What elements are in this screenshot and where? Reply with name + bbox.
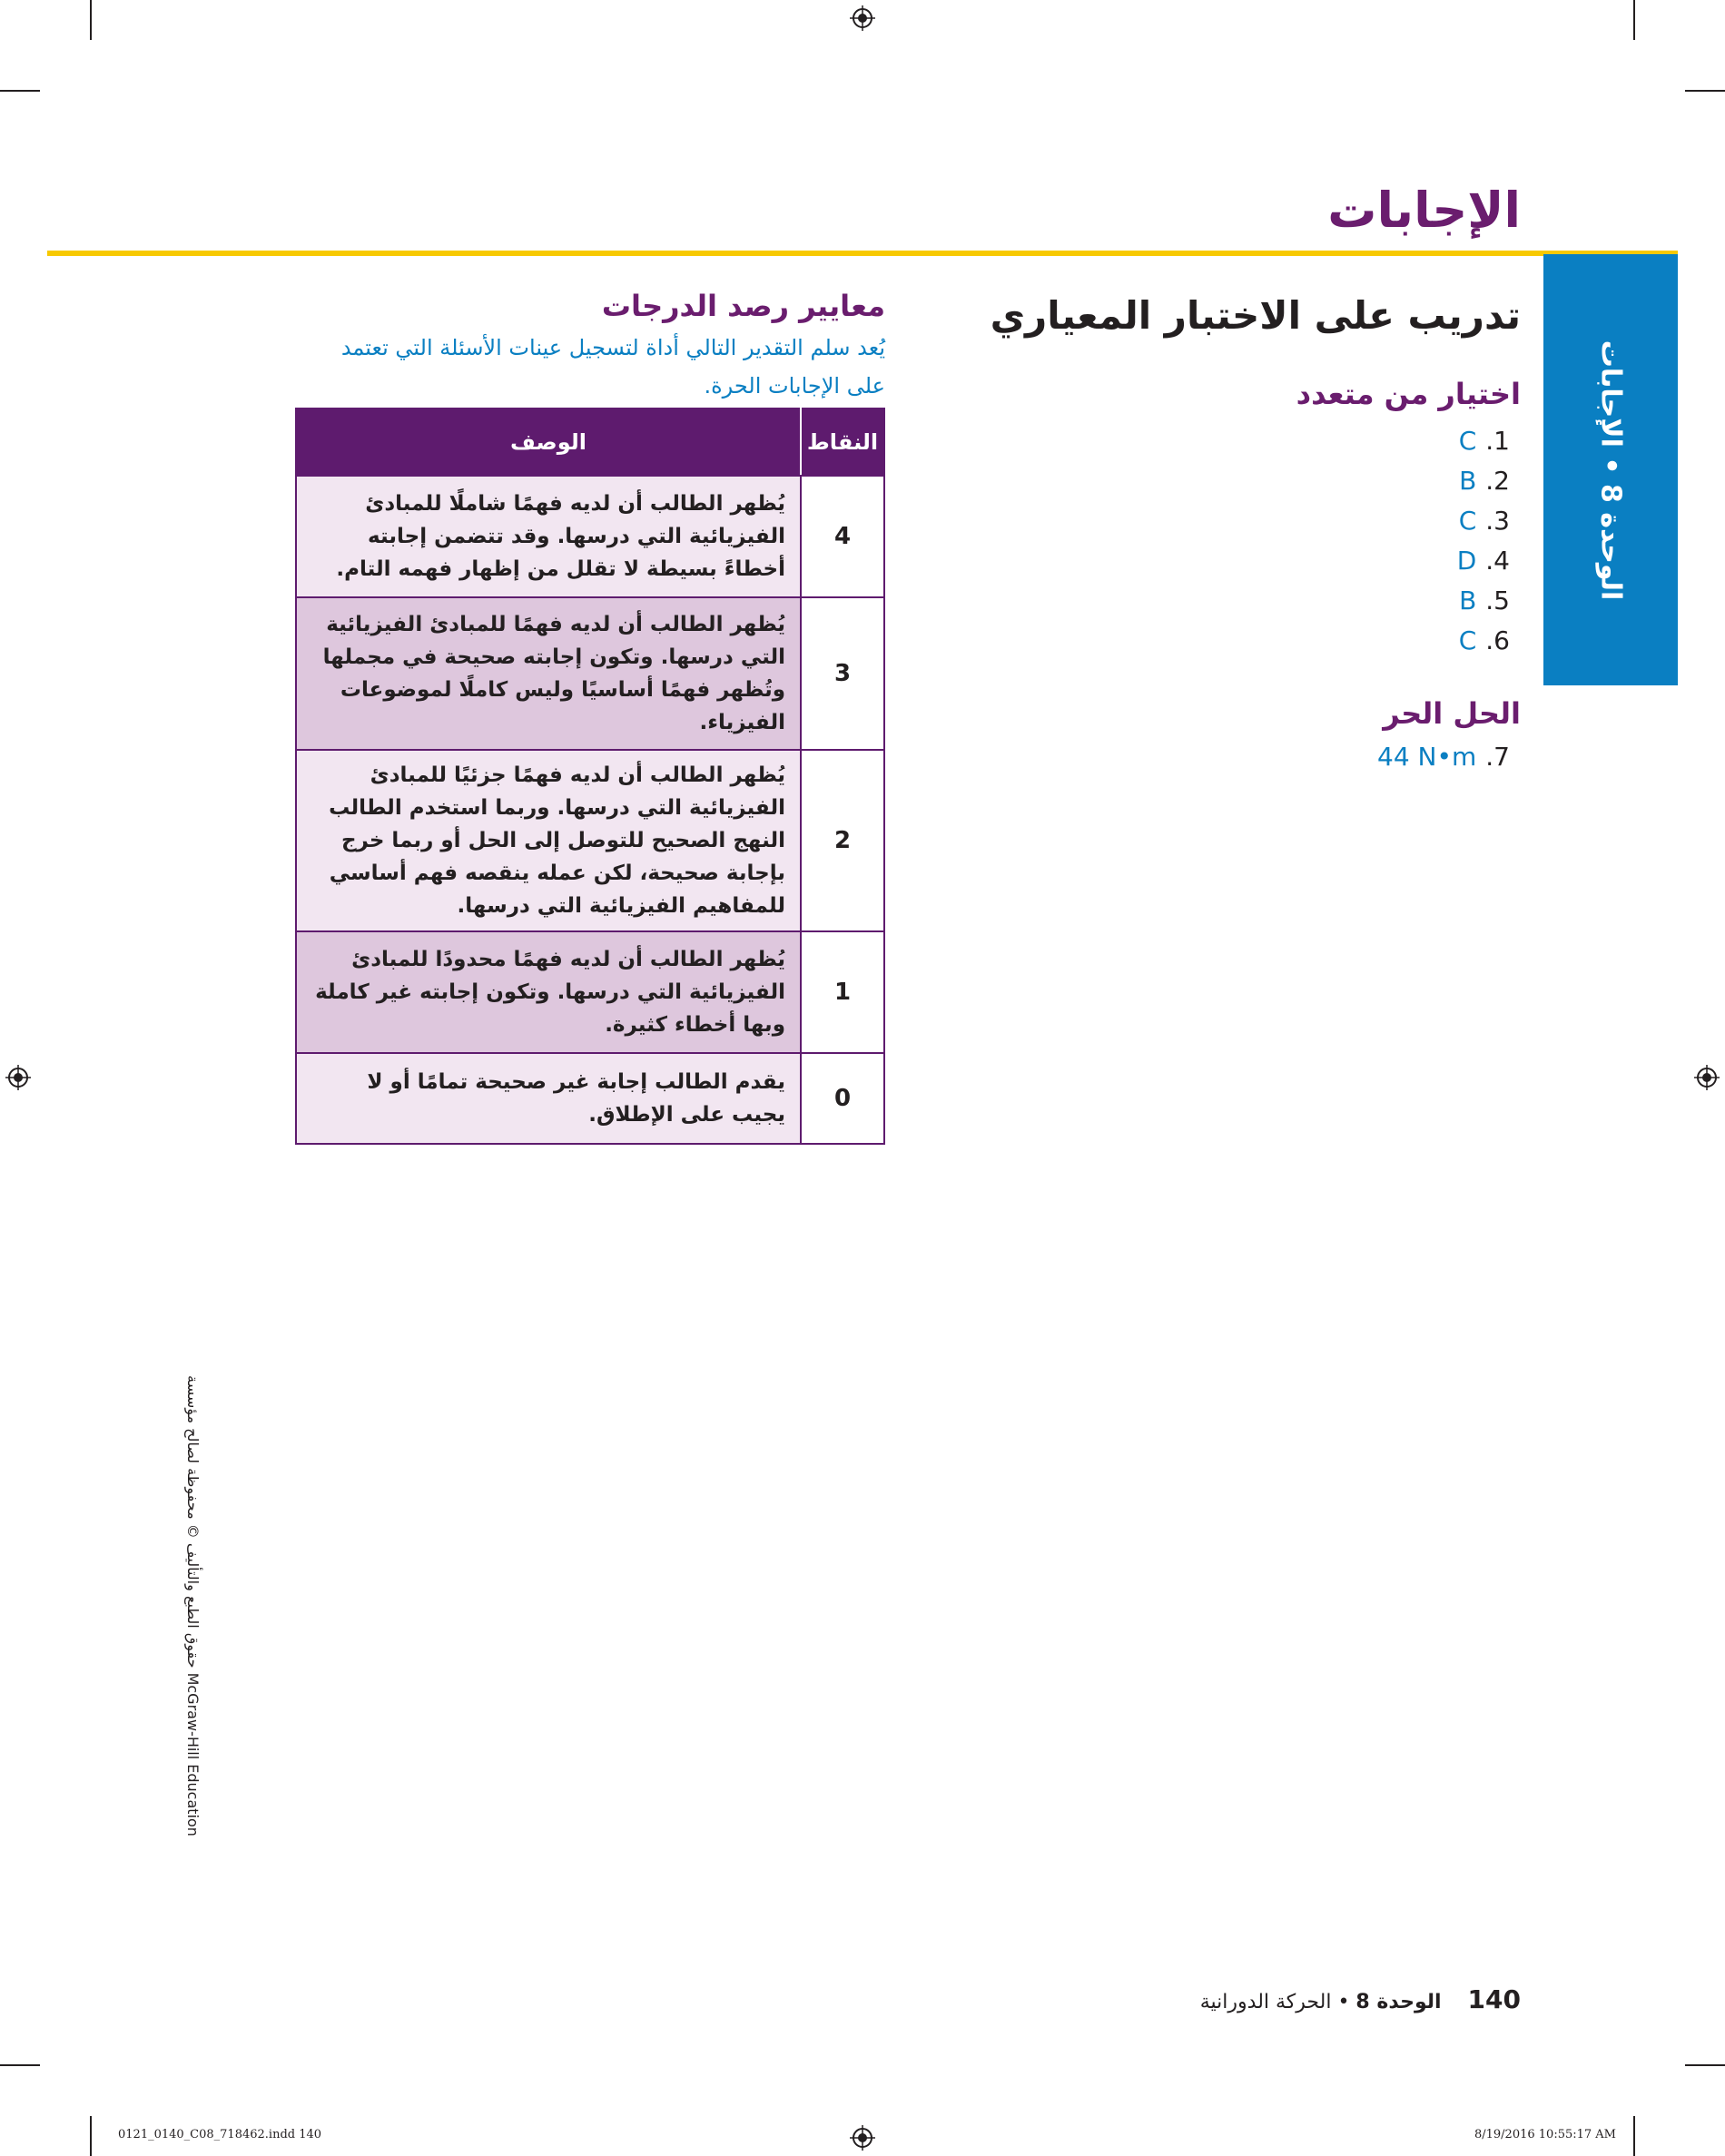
answer-number: .3: [1485, 506, 1510, 536]
answer-value: B: [1459, 466, 1477, 496]
registration-mark-icon: [5, 1065, 31, 1090]
answer-value: C: [1458, 426, 1477, 456]
free-response-heading: الحل الحر: [1383, 696, 1521, 731]
crop-mark: [0, 2064, 40, 2066]
crop-mark: [1633, 0, 1635, 40]
multiple-choice-heading: اختيار من متعدد: [1296, 377, 1521, 411]
rubric-points: 3: [801, 597, 884, 750]
rubric-description: يُظهر الطالب أن لديه فهمًا للمبادئ الفيزيائية التي درسها. وتكون إجابته صحيحة في مجملها وتُظهر فهمًا أساسيًا وليس كاملًا لموضوعات الفيزياء.: [296, 597, 801, 750]
crop-mark: [90, 0, 92, 40]
registration-mark-icon: [1694, 1065, 1720, 1090]
answer-number: .2: [1485, 466, 1510, 496]
footer-unit: الوحدة 8: [1355, 1991, 1442, 2013]
rubric-description: يُظهر الطالب أن لديه فهمًا شاملًا للمبادئ الفيزيائية التي درسها. وقد تتضمن إجابته أخطاءً بسيطة لا تقلل من إظهار فهمه التام.: [296, 476, 801, 597]
rubric-points: 4: [801, 476, 884, 597]
footer-chapter: الحركة الدورانية: [1199, 1991, 1332, 2013]
answer-value: D: [1456, 546, 1477, 576]
rubric-row: [296, 931, 884, 1053]
answer-number: .7: [1485, 742, 1510, 772]
answer-number: .6: [1485, 625, 1510, 655]
rubric-description: يُظهر الطالب أن لديه فهمًا محدودًا للمبادئ الفيزيائية التي درسها. وتكون إجابته غير كاملة وبها أخطاء كثيرة.: [296, 931, 801, 1053]
rubric-header-row: [296, 409, 884, 476]
rubric-points: 1: [801, 931, 884, 1053]
copyright-notice: [174, 1375, 211, 1920]
answer-item: [1328, 581, 1510, 621]
page-title: الإجابات: [1327, 182, 1521, 239]
rubric-heading: معايير رصد الدرجات: [601, 289, 885, 323]
crop-mark: [0, 90, 40, 92]
answer-item: [1328, 541, 1510, 581]
answer-value: C: [1458, 625, 1477, 655]
header-divider: [47, 251, 1678, 256]
registration-mark-icon: [850, 2125, 875, 2151]
rubric-intro: يُعد سلم التقدير التالي أداة لتسجيل عينات الأسئلة التي تعتمد على الإجابات الحرة.: [340, 335, 885, 399]
rubric-points: 2: [801, 750, 884, 931]
copyright-text: حقوق الطبع والتأليف © محفوظة لصالح مؤسسة McGraw-Hill Education: [184, 1375, 202, 1836]
answer-number: .5: [1485, 586, 1510, 615]
page-number: 140: [1467, 1984, 1521, 2014]
rubric-points: 0: [801, 1053, 884, 1144]
answer-item: [1328, 621, 1510, 661]
answer-value: B: [1459, 586, 1477, 615]
free-response-answers: [1237, 737, 1510, 777]
crop-mark: [90, 2116, 92, 2156]
answer-value: C: [1458, 506, 1477, 536]
rubric-table: [295, 408, 885, 1145]
crop-mark: [1685, 2064, 1725, 2066]
rubric-description: يقدم الطالب إجابة غير صحيحة تمامًا أو لا يجيب على الإطلاق.: [296, 1053, 801, 1144]
answer-number: .1: [1485, 426, 1510, 456]
rubric-row: [296, 1053, 884, 1144]
footer-separator: •: [1337, 1991, 1350, 2013]
answer-item: [1237, 737, 1510, 777]
answer-item: [1328, 461, 1510, 501]
rubric-row: [296, 476, 884, 597]
multiple-choice-answers: [1328, 421, 1510, 661]
points-column-header: النقاط: [801, 409, 884, 476]
answer-item: [1328, 501, 1510, 541]
page-footer: [976, 1984, 1521, 2014]
file-slug: 0121_0140_C08_718462.indd 140: [118, 2128, 322, 2141]
section-heading: تدريب على الاختبار المعياري: [990, 293, 1521, 338]
rubric-row: [296, 750, 884, 931]
description-column-header: الوصف: [296, 409, 801, 476]
answer-number: .4: [1485, 546, 1510, 576]
rubric-description: يُظهر الطالب أن لديه فهمًا جزئيًا للمبادئ الفيزيائية التي درسها. وربما استخدم الطالب النهج الصحيح للتوصل إلى الحل أو ربما خرج بإجابة صحيحة، لكن عمله ينقصه فهم أساسي للمفاهيم الفيزيائية التي درسها.: [296, 750, 801, 931]
answer-item: [1328, 421, 1510, 461]
timestamp-slug: 8/19/2016 10:55:17 AM: [1474, 2128, 1616, 2141]
answer-value: 44 N•m: [1377, 742, 1477, 772]
crop-mark: [1633, 2116, 1635, 2156]
side-tab-label: الوحدة 8 • الإجابات: [1594, 340, 1627, 600]
side-tab: [1543, 254, 1678, 685]
crop-mark: [1685, 90, 1725, 92]
rubric-row: [296, 597, 884, 750]
registration-mark-icon: [850, 5, 875, 31]
